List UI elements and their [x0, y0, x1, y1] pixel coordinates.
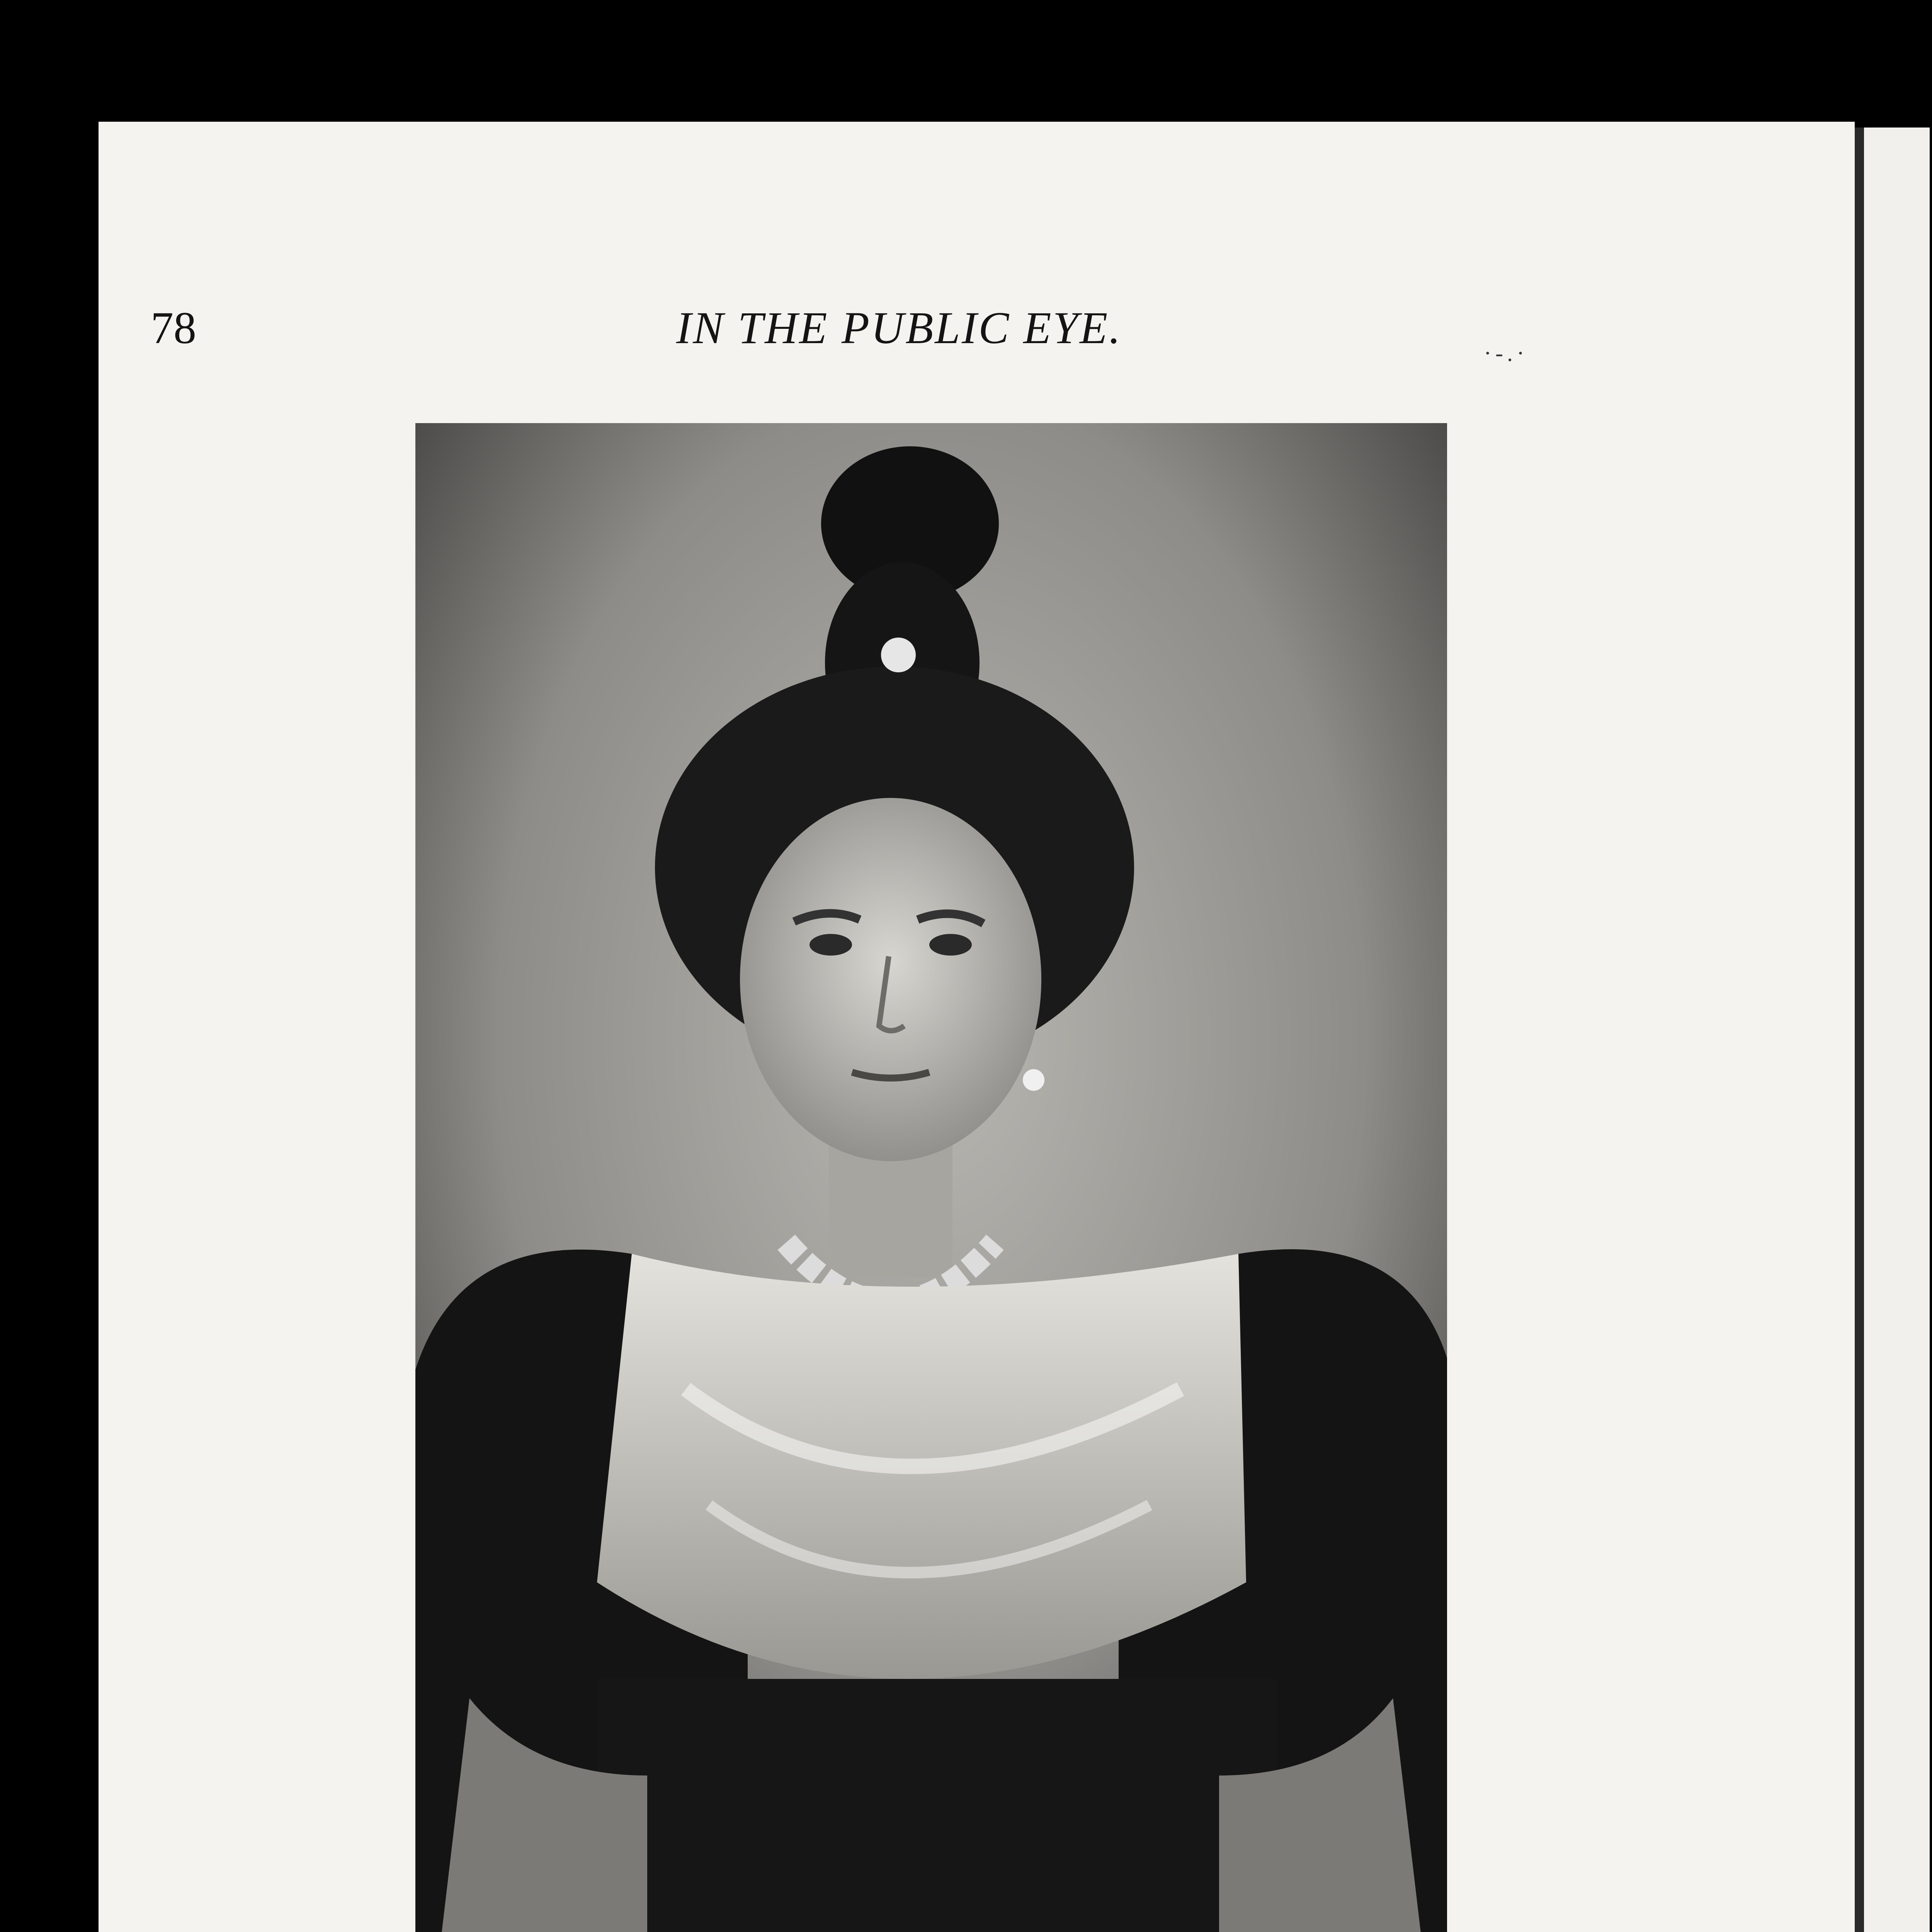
portrait-photograph — [415, 423, 1447, 1932]
facing-page-edge — [1855, 128, 1930, 1932]
portrait-illustration — [415, 423, 1447, 1932]
page-number: 78 — [151, 303, 196, 353]
corner-marks: ·-.· — [1484, 340, 1528, 366]
running-head: IN THE PUBLIC EYE. — [676, 303, 1122, 353]
